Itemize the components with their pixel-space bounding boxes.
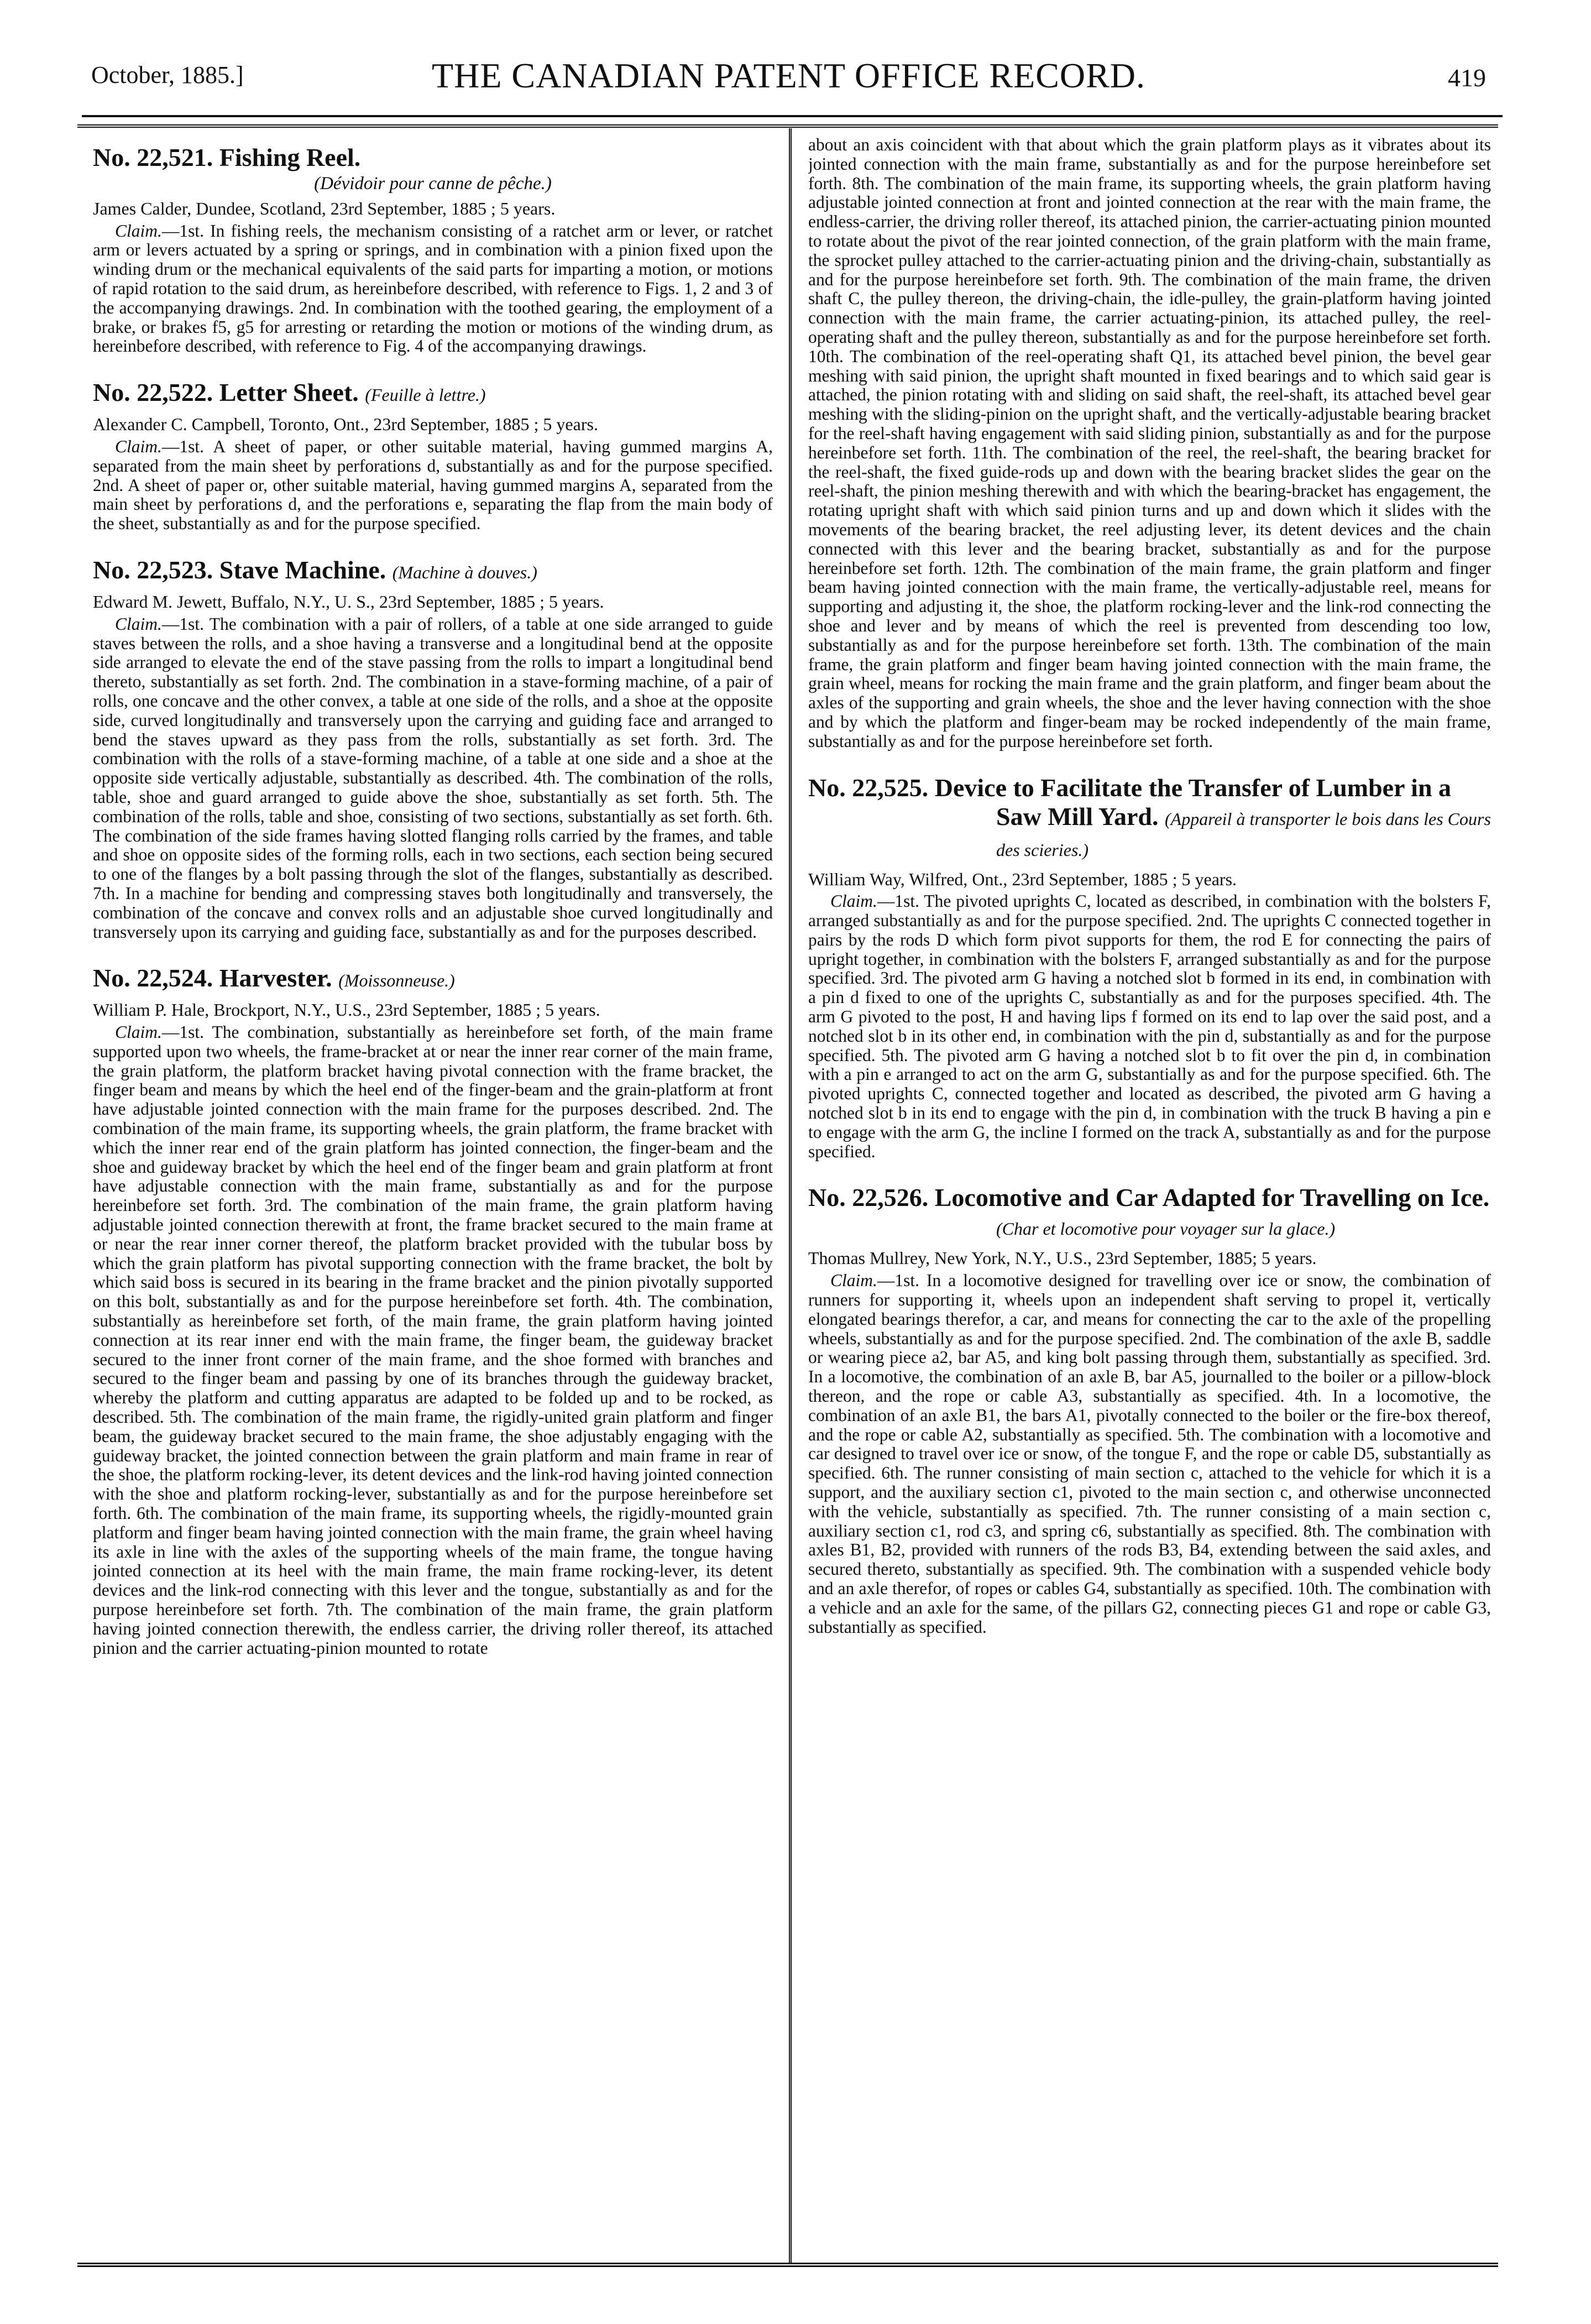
claims-body: —1st. In a locomotive designed for travelling over ice or snow, the combination of runners for supporting it, wheels upon an independent shaft serving to propel it, vertically elongated bearings therefor, a car, and means for connecting the car to the axle of the propelling wheels, substantially as and for the purpose specified. 2nd. The combination of the axle B, saddle or wearing piece a2, bar A5, and king bolt passing through them, substantially as specified. 3rd. In a locomotive, the combination of an axle B, bar A5, journalled to the boiler or a pillow-block thereon, and the rope or cable A3, substantially as specified. 4th. In a locomotive, the combination of an axle B1, the bars A1, pivotally connected to the boiler or the fire-box thereof, and the rope or cable A2, substantially as specified. 5th. The combination with a locomotive and car designed to travel over ice or snow, of the tongue F, and the rope or cable D5, substantially as specified. 6th. The runner consisting of main section c, attached to the vehicle for which it is a support, and the auxiliary section c1, pivoted to the main section c, and otherwise unconnected with the vehicle, substantially as specified. 7th. The runner consisting of a main section c, auxiliary section c1, rod c3, and spring c6, substantially as specified. 8th. The combination with axles B1, B2, provided with runners of the rods B3, B4, extending between the said axles, and secured thereto, substantially as specified. 9th. The combination with a suspended vehicle body and an axle therefor, of ropes or cables G4, substantially as specified. 10th. The combination with a vehicle and an axle for the same, of the pillars G2, connecting pieces G1 and rope or cable G3, substantially as specified. [808, 1271, 1491, 1637]
claims-body: —1st. A sheet of paper, or other suitable material, having gummed margins A, separated from the main sheet by perforations d, substantially as and for the purpose specified. 2nd. A sheet of paper or, other suitable material, having gummed margins A, separated from the main sheet by perforations d, and the perforations e, separating the flap from the main body of the sheet, substantially as and for the purpose specified. [93, 436, 773, 534]
patent-number: No. 22,524. [93, 964, 213, 993]
patentee-line: Thomas Mullrey, New York, N.Y., U.S., 23rd September, 1885; 5 years. [808, 1248, 1317, 1268]
right-column [808, 135, 1491, 2262]
entry-heading [93, 556, 773, 587]
patent-title: Harvester. [219, 964, 332, 993]
french-title: (Char et locomotive pour voyager sur la glace.) [996, 1219, 1336, 1239]
claim-label: Claim. [115, 436, 162, 456]
claims-body: —1st. In fishing reels, the mechanism consisting of a ratchet arm or lever, or ratchet arm or levers actuated by a spring or springs, and in combination with a pinion fixed upon the winding drum or the mechanical equivalents of the said parts for imparting a motion, or motions of rapid rotation to the said drum, as hereinbefore described, with reference to Figs. 1, 2 and 3 of the accompanying drawings. 2nd. In combination with the toothed gearing, the employment of a brake, or brakes f5, g5 for arresting or retarding the motion or motions of the winding drum, as hereinbefore described, with reference to Fig. 4 of the accompanying drawings. [93, 221, 773, 356]
french-title: (Dévidoir pour canne de pêche.) [314, 174, 552, 194]
claims-text [93, 437, 773, 534]
patent-number: No. 22,525. [808, 773, 929, 802]
patent-entry-22523 [93, 556, 773, 942]
claims-text [808, 892, 1491, 1161]
patent-number: No. 22,523. [93, 555, 213, 584]
publication-title: THE CANADIAN PATENT OFFICE RECORD. [432, 56, 1145, 95]
patent-title: Locomotive and Car Adapted for Travelling on Ice. [934, 1183, 1490, 1212]
french-title: (Moissonneuse.) [338, 970, 455, 991]
patentee-line: William P. Hale, Brockport, N.Y., U.S., 23rd September, 1885 ; 5 years. [93, 1000, 600, 1020]
patent-number: No. 22,522. [93, 378, 213, 407]
patent-entry-22522 [93, 378, 773, 534]
patentee-line: Edward M. Jewett, Buffalo, N.Y., U. S., 23rd September, 1885 ; 5 years. [93, 591, 604, 612]
entry-heading [93, 964, 773, 995]
claims-body: —1st. The pivoted uprights C, located as described, in combination with the bolsters F, arranged substantially as and for the purpose specified. 2nd. The uprights C connected together in pairs by the rods D which form pivot supports for them, the rod E for connecting the pairs of upright together, in combination with the bolsters F, arranged substantially as and for the purpose specified. 3rd. The pivoted arm G having a notched slot b formed in its end, in combination with a pin d fixed to one of the uprights C, substantially as and for the purposes specified. 4th. The arm G pivoted to the post, H and having lips f formed on its end to lap over the said post, and a notched slot b in its other end, in combination with the pin d, substantially as and for the purpose specified. 5th. The pivoted arm G having a notched slot b to fit over the pin d, in combination with a pin e arranged to act on the arm G, substantially as and for the purpose specified. 6th. The pivoted uprights C, connected together and located as described, the pivoted arm G having a notched slot b in its end to engage with the pin d, in combination with the truck B having a pin e to engage with the arm G, the incline I formed on the track A, substantially as and for the purpose specified. [808, 891, 1491, 1161]
patentee-line: Alexander C. Campbell, Toronto, Ont., 23rd September, 1885 ; 5 years. [93, 414, 598, 435]
patent-number: No. 22,526. [808, 1183, 929, 1212]
patent-title: Device to Facilitate the Transfer of Lumber in a Saw Mill Yard. [934, 773, 1452, 831]
running-head [91, 55, 1486, 100]
claim-label: Claim. [830, 891, 877, 911]
claim-label: Claim. [115, 614, 162, 634]
patent-entry-22521 [93, 143, 773, 356]
french-title: (Appareil à transporter le bois dans les Cours des scieries.) [996, 808, 1491, 860]
claim-label: Claim. [830, 1271, 877, 1291]
patent-entry-22525 [808, 774, 1491, 1162]
header-rule [82, 115, 1503, 117]
claim-label: Claim. [115, 1022, 162, 1042]
entry-heading [93, 143, 773, 172]
patentee-line: James Calder, Dundee, Scotland, 23rd September, 1885 ; 5 years. [93, 198, 556, 218]
french-title: (Machine à douves.) [392, 562, 537, 582]
entry-heading [93, 378, 773, 409]
patent-number: No. 22,521. [93, 143, 213, 171]
patent-entry-22526 [808, 1183, 1491, 1637]
patentee-line: William Way, Wilfred, Ont., 23rd September, 1885 ; 5 years. [808, 869, 1237, 889]
claims-body: —1st. The combination with a pair of rollers, of a table at one side arranged to guide staves between the rolls, and a shoe having a transverse and a longitudinal bend at the opposite side arranged to elevate the end of the stave passing from the rolls to impart a longitudinal bend thereto, substantially as set forth. 2nd. The combination in a stave-forming machine, of a pair of rolls, one concave and the other convex, a table at one side of the rolls, and a shoe at the opposite side, curved longitudinally and transversely upon the carrying and guiding face and arranged to bend the staves upward as they pass from the rolls, substantially as set forth. 3rd. The combination with the rolls of a stave-forming machine, of a table at one side and a shoe at the opposite side vertically adjustable, substantially as described. 4th. The combination of the rolls, table, shoe and guard arranged to guide above the shoe, substantially as set forth. 5th. The combination of the rolls, table and shoe, consisting of two sections, substantially as set forth. 6th. The combination of the side frames having slotted flanging rolls carried by the frames, and table and shoe on opposite sides of the forming rolls, each in two sections, each section being secured to one of the flanges by a bolt passing through the slot of the flanges, substantially as described. 7th. In a machine for bending and compressing staves both longitudinally and transversely, the combination of the concave and convex rolls and an adjustable shoe curved longitudinally and transversely upon its carrying and guiding face, substantially as and for the purposes described. [93, 614, 773, 942]
issue-date: October, 1885.] [91, 61, 244, 88]
entry-heading [808, 774, 1491, 864]
column-divider [789, 128, 792, 2263]
claims-text [93, 615, 773, 942]
claims-text [808, 1271, 1491, 1637]
claim-label: Claim. [115, 221, 162, 241]
patent-entry-22524 [93, 964, 773, 1658]
claims-text [93, 222, 773, 357]
patent-entry-22524-continued [808, 135, 1491, 751]
page-number: 419 [1448, 64, 1486, 92]
patent-title: Letter Sheet. [219, 378, 359, 407]
claims-continued: about an axis coincident with that about which the grain platform plays as it vibrates about its jointed connection with the main frame, substantially as and for the purpose hereinbefore set forth. 8th. The combination of the main frame, its supporting wheels, the grain platform having adjustable jointed connection at front and jointed connection at the rear with the main frame, the endless-carrier, the driving roller thereof, its attached pinion, the carrier-actuating pinion mounted to rotate about the pivot of the rear jointed connection, of the grain platform with the main frame, the sprocket pulley attached to the carrier-actuating pinion and the driving-chain, substantially as and for the purpose hereinbefore set forth. 9th. The combination of the main frame, the driven shaft C, the pulley thereon, the driving-chain, the idle-pulley, the grain-platform having jointed connection with the main frame, the carrier actuating-pinion, its attached pulley, the reel-operating shaft and the pulley thereon, substantially as and for the purpose hereinbefore set forth. 10th. The combination of the reel-operating shaft Q1, its attached bevel pinion, the bevel gear meshing with said pinion, the upright shaft mounted in fixed bearings and to which said gear is attached, the pinion rotating with and sliding on said shaft, the reel-shaft, its attached bevel gear meshing with the sliding-pinion on the upright shaft, and the vertically-adjustable bearing bracket for the reel-shaft having engagement with said sliding pinion, substantially as and for the purpose hereinbefore set forth. 11th. The combination of the reel, the reel-shaft, the bearing bracket for the reel-shaft, the fixed guide-rods up and down with the bearing bracket slides the gear on the reel-shaft, the pinion meshing therewith and with which the bearing-bracket has engagement, the rotating upright shaft with which said pinion turns and up and down which it slides with the movements of the bearing bracket, the reel adjusting lever, its detent devices and the chain connected with this lever and the bearing bracket, substantially as and for the purpose hereinbefore set forth. 12th. The combination of the main frame, the grain platform and finger beam having jointed connection with the main frame, the vertically-adjustable reel, means for supporting and adjusting it, the shoe, the platform rocking-lever and the link-rod connecting the shoe and lever and by means of which the reel is prevented from descending too low, substantially as and for the purpose hereinbefore set forth. 13th. The combination of the main frame, the grain platform and finger beam having jointed connection with the main frame, the grain wheel, means for rocking the main frame and the grain platform, and finger beam about the axles of the supporting and grain wheels, the shoe and the lever having connection with the shoe and by which the platform and finger-beam may be rocked independently of the main frame, substantially as and for the purpose hereinbefore set forth. [808, 135, 1491, 751]
left-column [93, 135, 773, 2262]
entry-heading [808, 1183, 1491, 1243]
patent-title: Fishing Reel. [219, 143, 361, 171]
claims-body: —1st. The combination, substantially as hereinbefore set forth, of the main frame supported upon two wheels, the frame-bracket at or near the inner rear corner of the main frame, the grain platform, the platform bracket having pivotal connection with the frame bracket, the finger beam and means by which the heel end of the finger-beam and the grain-platform at front have adjustable jointed connection with the main frame for the purposes described. 2nd. The combination of the main frame, its supporting wheels, the grain platform, the frame bracket with which the inner rear end of the grain platform has jointed connection, the finger-beam and the shoe and guideway bracket by which the heel end of the finger beam and grain platform at front have adjustable connection with the main frame, substantially as and for the purpose hereinbefore set forth. 3rd. The combination of the main frame, the grain platform having adjustable jointed connection therewith at front, the frame bracket secured to the main frame at or near the rear inner corner thereof, the platform bracket provided with the tubular boss by which the grain platform has pivotal supporting connection with the frame bracket, the bolt by which said boss is secured in its bearing in the frame bracket and the pinion pivotally supported on this bolt, substantially as and for the purpose hereinbefore set forth. 4th. The combination, substantially as hereinbefore set forth, of the main frame, the grain platform having jointed connection at its rear inner end with the main frame, the finger beam, the guideway bracket secured to the inner front corner of the main frame, and the shoe formed with branches and secured to the finger beam and passing by one of its branches through the guideway bracket, whereby the platform and cutting apparatus are adapted to be folded up and to be rocked, as described. 5th. The combination of the main frame, the rigidly-united grain platform and finger beam, the guideway bracket secured to the main frame, the shoe adjustably engaging with the guideway bracket, the jointed connection between the grain platform and main frame in rear of the shoe, the platform rocking-lever, its detent devices and the link-rod having jointed connection with the shoe and platform rocking-lever, substantially as and for the purpose hereinbefore set forth. 6th. The combination of the main frame, its supporting wheels, the rigidly-mounted grain platform and finger beam having jointed connection with the main frame, the grain wheel having its axle in line with the axles of the supporting wheels of the main frame, the tongue having jointed connection at its heel with the main frame, the main frame rocking-lever, its detent devices and the link-rod connecting with this lever and the tongue, substantially as and for the purpose hereinbefore set forth. 7th. The combination of the main frame, the grain platform having jointed connection therewith, the endless carrier, the driving roller thereof, its attached pinion and the carrier actuating-pinion mounted to rotate [93, 1022, 773, 1658]
french-title: (Feuille à lettre.) [365, 385, 486, 405]
claims-text [93, 1023, 773, 1658]
patent-title: Stave Machine. [219, 555, 386, 584]
